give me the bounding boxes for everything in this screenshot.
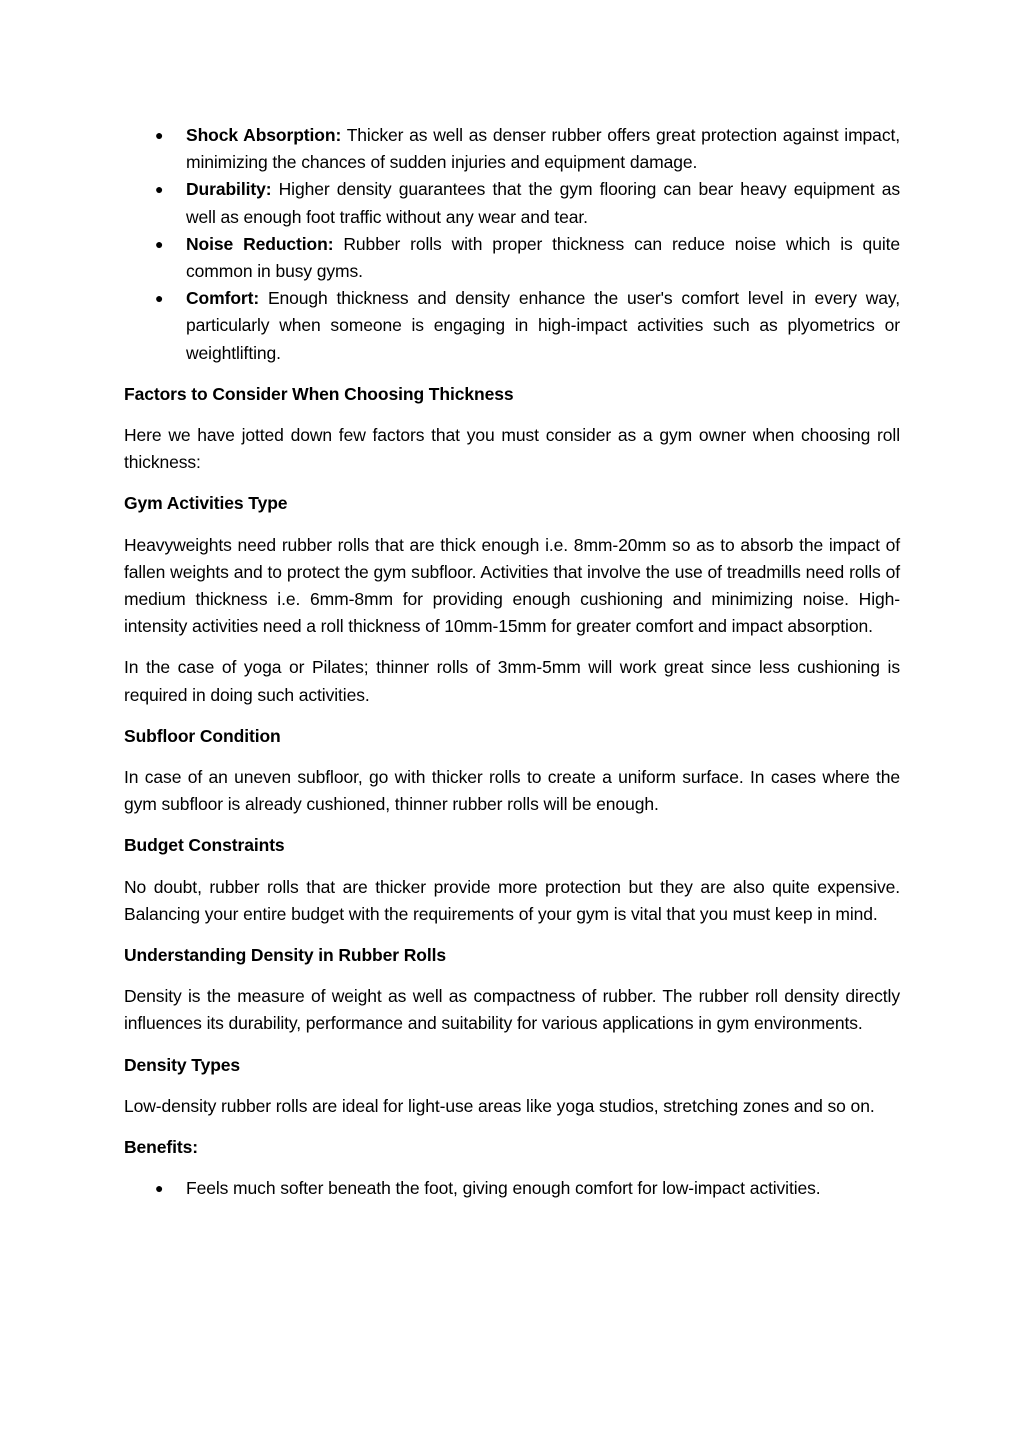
list-item [124, 231, 900, 285]
activities-paragraph-1: Heavyweights need rubber rolls that are thick enough i.e. 8mm-20mm so as to absorb the impact of fallen weights and to protect the gym subfloor. Activities that involve the use of treadmills need rolls of medium thickness i.e. 6mm-8mm for providing enough cushioning and minimizing noise. High-intensity activities need a roll thickness of 10mm-15mm for greater comfort and impact absorption. [124, 534, 900, 637]
document-page [124, 122, 900, 1217]
list-item-text: Rubber rolls with proper thickness can reduce noise which is quite common in busy gyms. [186, 233, 901, 282]
budget-heading: Budget Constraints [124, 835, 285, 856]
benefits-list-top [124, 122, 900, 367]
subfloor-heading: Subfloor Condition [124, 725, 281, 746]
bullet-icon: ● [155, 127, 164, 143]
list-item-term: Comfort: [186, 288, 260, 309]
factors-intro-paragraph: Here we have jotted down few factors that you must consider as a gym owner when choosing roll thickness: [124, 425, 900, 473]
list-item [124, 176, 900, 230]
density-heading: Understanding Density in Rubber Rolls [124, 945, 447, 966]
list-item-term: Shock Absorption: [186, 125, 342, 145]
budget-paragraph: No doubt, rubber rolls that are thicker provide more protection but they are also quite expensive. Balancing your entire budget with the requirements of your gym is vital that you must keep in mind. [124, 876, 900, 924]
list-item-term: Durability: [186, 179, 272, 200]
activities-paragraph-2: In the case of yoga or Pilates; thinner rolls of 3mm-5mm will work great since less cushioning is required in doing such activities. [124, 657, 900, 705]
bullet-icon: ● [155, 181, 164, 198]
bullet-icon: ● [155, 1180, 164, 1197]
list-item-term: Noise Reduction: [186, 233, 334, 254]
benefits-list-bottom [124, 1175, 900, 1202]
density-types-heading: Density Types [124, 1054, 241, 1075]
factors-heading: Factors to Consider When Choosing Thickness [124, 383, 514, 404]
subfloor-paragraph: In case of an uneven subfloor, go with thicker rolls to create a uniform surface. In cases where the gym subfloor is already cushioned, thinner rubber rolls will be enough. [124, 767, 900, 815]
density-types-paragraph: Low-density rubber rolls are ideal for light-use areas like yoga studios, stretching zones and so on. [124, 1095, 875, 1116]
list-item-text: Higher density guarantees that the gym flooring can bear heavy equipment as well as enough foot traffic without any wear and tear. [186, 179, 900, 227]
list-item-text: Thicker as well as denser rubber offers great protection against impact, minimizing the chances of sudden injuries and equipment damage. [186, 125, 900, 173]
activities-heading: Gym Activities Type [124, 493, 288, 514]
list-item [124, 1175, 900, 1202]
list-item-text: Feels much softer beneath the foot, giving enough comfort for low-impact activities. [186, 1178, 821, 1199]
density-paragraph: Density is the measure of weight as well as compactness of rubber. The rubber roll density directly influences its durability, performance and suitability for various applications in gym environments. [124, 986, 900, 1034]
list-item [124, 122, 900, 176]
list-item-text: Enough thickness and density enhance the user's comfort level in every way, particularly when someone is engaging in high-impact activities such as plyometrics or weightlifting. [186, 288, 900, 363]
bullet-icon: ● [155, 235, 164, 252]
benefits-heading: Benefits: [124, 1137, 198, 1158]
list-item [124, 285, 900, 367]
bullet-icon: ● [155, 290, 164, 307]
